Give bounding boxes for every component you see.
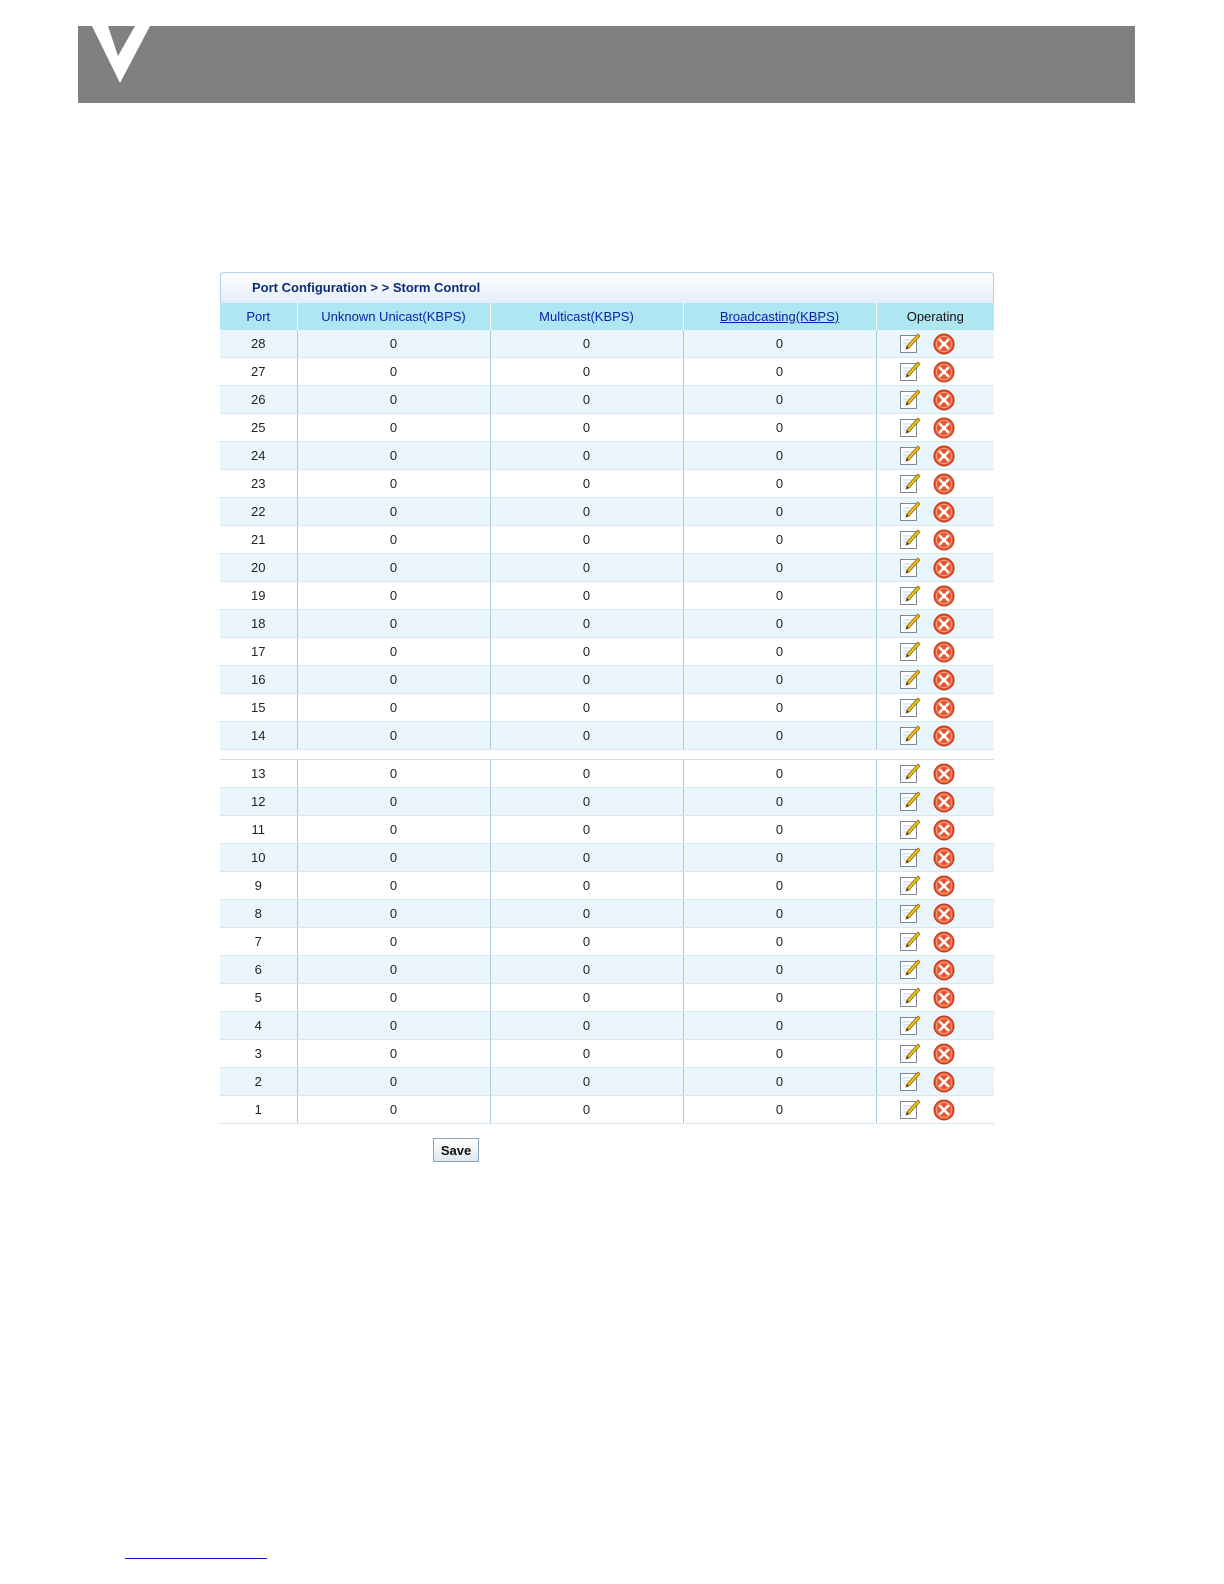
broadcast-cell: 0 [683,872,876,900]
operating-cell [876,610,994,638]
row-actions [877,361,995,383]
unicast-cell: 0 [297,414,490,442]
multicast-cell: 0 [490,638,683,666]
broadcast-cell: 0 [683,666,876,694]
edit-icon[interactable] [899,1015,921,1037]
operating-cell [876,554,994,582]
operating-cell [876,956,994,984]
delete-icon[interactable] [933,1071,955,1093]
page-break-gap [220,750,994,760]
row-actions [877,763,995,785]
operating-cell [876,900,994,928]
port-cell: 24 [220,442,297,470]
delete-icon[interactable] [933,557,955,579]
multicast-cell: 0 [490,760,683,788]
row-actions [877,529,995,551]
broadcast-cell: 0 [683,442,876,470]
edit-icon[interactable] [899,875,921,897]
table-body [220,330,994,1124]
row-actions [877,1015,995,1037]
multicast-cell: 0 [490,386,683,414]
unicast-cell: 0 [297,554,490,582]
table-header-row [220,303,994,330]
multicast-cell: 0 [490,1012,683,1040]
delete-icon[interactable] [933,473,955,495]
delete-icon[interactable] [933,931,955,953]
multicast-cell: 0 [490,1068,683,1096]
edit-icon[interactable] [899,473,921,495]
port-cell: 25 [220,414,297,442]
broadcast-cell: 0 [683,928,876,956]
multicast-cell: 0 [490,1096,683,1124]
port-cell: 13 [220,760,297,788]
broadcast-cell: 0 [683,1096,876,1124]
broadcast-cell: 0 [683,900,876,928]
multicast-cell: 0 [490,872,683,900]
broadcast-cell: 0 [683,984,876,1012]
operating-cell [876,1040,994,1068]
port-cell: 11 [220,816,297,844]
port-cell: 7 [220,928,297,956]
multicast-cell: 0 [490,442,683,470]
port-cell: 19 [220,582,297,610]
port-cell: 12 [220,788,297,816]
delete-icon[interactable] [933,1043,955,1065]
port-cell: 6 [220,956,297,984]
port-cell: 21 [220,526,297,554]
operating-cell [876,638,994,666]
table-row [220,816,994,844]
row-actions [877,1071,995,1093]
table-row [220,1068,994,1096]
operating-cell [876,330,994,358]
table-row [220,956,994,984]
edit-icon[interactable] [899,333,921,355]
row-actions [877,697,995,719]
table-row [220,386,994,414]
port-cell: 8 [220,900,297,928]
operating-cell [876,1096,994,1124]
broadcast-cell: 0 [683,638,876,666]
multicast-cell: 0 [490,358,683,386]
broadcast-cell: 0 [683,694,876,722]
operating-cell [876,984,994,1012]
operating-cell [876,1012,994,1040]
delete-icon[interactable] [933,987,955,1009]
table-row [220,928,994,956]
operating-cell [876,1068,994,1096]
delete-icon[interactable] [933,763,955,785]
unicast-cell: 0 [297,1096,490,1124]
multicast-cell: 0 [490,956,683,984]
broadcast-cell: 0 [683,526,876,554]
unicast-cell: 0 [297,582,490,610]
header-broadcasting-link[interactable] [683,303,876,330]
edit-icon[interactable] [899,987,921,1009]
row-actions [877,417,995,439]
port-cell: 14 [220,722,297,750]
multicast-cell: 0 [490,844,683,872]
operating-cell [876,760,994,788]
table-row [220,984,994,1012]
row-actions [877,987,995,1009]
table-row [220,638,994,666]
header-operating: Operating [876,303,994,330]
multicast-cell: 0 [490,900,683,928]
unicast-cell: 0 [297,694,490,722]
row-actions [877,819,995,841]
multicast-cell: 0 [490,498,683,526]
header-broadcasting-label[interactable]: Broadcasting(KBPS) [719,309,840,324]
edit-icon[interactable] [899,1099,921,1121]
panel-title: Port Configuration > > Storm Control [220,272,994,303]
unicast-cell: 0 [297,1040,490,1068]
table-row [220,722,994,750]
unicast-cell: 0 [297,666,490,694]
broadcast-cell: 0 [683,554,876,582]
unicast-cell: 0 [297,900,490,928]
unicast-cell: 0 [297,526,490,554]
row-actions [877,1099,995,1121]
port-cell: 26 [220,386,297,414]
multicast-cell: 0 [490,984,683,1012]
multicast-cell: 0 [490,722,683,750]
row-actions [877,959,995,981]
row-actions [877,501,995,523]
multicast-cell: 0 [490,1040,683,1068]
table-row [220,526,994,554]
top-banner [78,26,1135,103]
edit-icon[interactable] [899,903,921,925]
edit-icon[interactable] [899,1043,921,1065]
unicast-cell: 0 [297,722,490,750]
operating-cell [876,722,994,750]
broadcast-cell: 0 [683,330,876,358]
table-row [220,554,994,582]
edit-icon[interactable] [899,417,921,439]
edit-icon[interactable] [899,819,921,841]
edit-icon[interactable] [899,725,921,747]
operating-cell [876,470,994,498]
port-cell: 15 [220,694,297,722]
multicast-cell: 0 [490,788,683,816]
table-row [220,470,994,498]
port-cell: 16 [220,666,297,694]
row-actions [877,931,995,953]
operating-cell [876,666,994,694]
brand-logo [92,26,150,84]
broadcast-cell: 0 [683,1012,876,1040]
broadcast-cell: 0 [683,816,876,844]
unicast-cell: 0 [297,928,490,956]
row-actions [877,333,995,355]
unicast-cell: 0 [297,844,490,872]
header-multicast: Multicast(KBPS) [490,303,683,330]
broadcast-cell: 0 [683,414,876,442]
gap-cell [220,750,994,760]
multicast-cell: 0 [490,816,683,844]
edit-icon[interactable] [899,445,921,467]
row-actions [877,557,995,579]
multicast-cell: 0 [490,582,683,610]
unicast-cell: 0 [297,788,490,816]
delete-icon[interactable] [933,1099,955,1121]
port-cell: 3 [220,1040,297,1068]
port-cell: 18 [220,610,297,638]
broadcast-cell: 0 [683,788,876,816]
broadcast-cell: 0 [683,956,876,984]
operating-cell [876,442,994,470]
port-cell: 22 [220,498,297,526]
broadcast-cell: 0 [683,1040,876,1068]
unicast-cell: 0 [297,442,490,470]
row-actions [877,1043,995,1065]
multicast-cell: 0 [490,526,683,554]
storm-control-panel [220,272,994,1124]
operating-cell [876,788,994,816]
multicast-cell: 0 [490,330,683,358]
multicast-cell: 0 [490,694,683,722]
operating-cell [876,844,994,872]
edit-icon[interactable] [899,697,921,719]
unicast-cell: 0 [297,1012,490,1040]
multicast-cell: 0 [490,414,683,442]
multicast-cell: 0 [490,928,683,956]
port-cell: 1 [220,1096,297,1124]
port-cell: 20 [220,554,297,582]
operating-cell [876,694,994,722]
unicast-cell: 0 [297,358,490,386]
unicast-cell: 0 [297,610,490,638]
port-cell: 10 [220,844,297,872]
row-actions [877,875,995,897]
edit-icon[interactable] [899,389,921,411]
port-cell: 27 [220,358,297,386]
broadcast-cell: 0 [683,1068,876,1096]
edit-icon[interactable] [899,641,921,663]
edit-icon[interactable] [899,361,921,383]
multicast-cell: 0 [490,666,683,694]
row-actions [877,585,995,607]
delete-icon[interactable] [933,875,955,897]
broadcast-cell: 0 [683,760,876,788]
delete-icon[interactable] [933,641,955,663]
delete-icon[interactable] [933,725,955,747]
unicast-cell: 0 [297,638,490,666]
multicast-cell: 0 [490,554,683,582]
row-actions [877,389,995,411]
delete-icon[interactable] [933,613,955,635]
header-port: Port [220,303,297,330]
row-actions [877,613,995,635]
edit-icon[interactable] [899,585,921,607]
save-button[interactable]: Save [433,1138,479,1162]
delete-icon[interactable] [933,903,955,925]
unicast-cell: 0 [297,956,490,984]
broadcast-cell: 0 [683,386,876,414]
broadcast-cell: 0 [683,610,876,638]
operating-cell [876,358,994,386]
unicast-cell: 0 [297,872,490,900]
table-row [220,582,994,610]
port-cell: 2 [220,1068,297,1096]
operating-cell [876,414,994,442]
operating-cell [876,872,994,900]
edit-icon[interactable] [899,557,921,579]
unicast-cell: 0 [297,984,490,1012]
unicast-cell: 0 [297,386,490,414]
port-cell: 28 [220,330,297,358]
edit-icon[interactable] [899,931,921,953]
table-row [220,1012,994,1040]
broadcast-cell: 0 [683,498,876,526]
operating-cell [876,928,994,956]
port-cell: 23 [220,470,297,498]
table-row [220,442,994,470]
unicast-cell: 0 [297,470,490,498]
row-actions [877,725,995,747]
delete-icon[interactable] [933,791,955,813]
table-row [220,330,994,358]
delete-icon[interactable] [933,333,955,355]
operating-cell [876,498,994,526]
unicast-cell: 0 [297,498,490,526]
header-unknown-unicast: Unknown Unicast(KBPS) [297,303,490,330]
table-row [220,788,994,816]
row-actions [877,641,995,663]
table-row [220,666,994,694]
unicast-cell: 0 [297,330,490,358]
delete-icon[interactable] [933,1015,955,1037]
delete-icon[interactable] [933,501,955,523]
port-cell: 4 [220,1012,297,1040]
edit-icon[interactable] [899,613,921,635]
delete-icon[interactable] [933,361,955,383]
broadcast-cell: 0 [683,582,876,610]
operating-cell [876,386,994,414]
edit-icon[interactable] [899,1071,921,1093]
delete-icon[interactable] [933,959,955,981]
row-actions [877,445,995,467]
broadcast-cell: 0 [683,358,876,386]
row-actions [877,903,995,925]
operating-cell [876,582,994,610]
edit-icon[interactable] [899,763,921,785]
delete-icon[interactable] [933,529,955,551]
broadcast-cell: 0 [683,470,876,498]
row-actions [877,791,995,813]
edit-icon[interactable] [899,959,921,981]
row-actions [877,473,995,495]
port-cell: 5 [220,984,297,1012]
delete-icon[interactable] [933,445,955,467]
unicast-cell: 0 [297,760,490,788]
port-cell: 17 [220,638,297,666]
table-row [220,760,994,788]
row-actions [877,847,995,869]
table-row [220,610,994,638]
table-row [220,1096,994,1124]
operating-cell [876,816,994,844]
delete-icon[interactable] [933,585,955,607]
broadcast-cell: 0 [683,722,876,750]
table-row [220,694,994,722]
table-row [220,414,994,442]
broadcast-cell: 0 [683,844,876,872]
edit-icon[interactable] [899,669,921,691]
delete-icon[interactable] [933,389,955,411]
table-row [220,498,994,526]
edit-icon[interactable] [899,847,921,869]
delete-icon[interactable] [933,847,955,869]
delete-icon[interactable] [933,417,955,439]
storm-control-table [220,303,994,1124]
table-row [220,844,994,872]
operating-cell [876,526,994,554]
table-row [220,1040,994,1068]
edit-icon[interactable] [899,501,921,523]
multicast-cell: 0 [490,610,683,638]
delete-icon[interactable] [933,669,955,691]
table-row [220,358,994,386]
port-cell: 9 [220,872,297,900]
edit-icon[interactable] [899,791,921,813]
unicast-cell: 0 [297,1068,490,1096]
row-actions [877,669,995,691]
delete-icon[interactable] [933,697,955,719]
table-row [220,872,994,900]
edit-icon[interactable] [899,529,921,551]
unicast-cell: 0 [297,816,490,844]
table-row [220,900,994,928]
multicast-cell: 0 [490,470,683,498]
footer-link-underline [125,1558,267,1559]
delete-icon[interactable] [933,819,955,841]
